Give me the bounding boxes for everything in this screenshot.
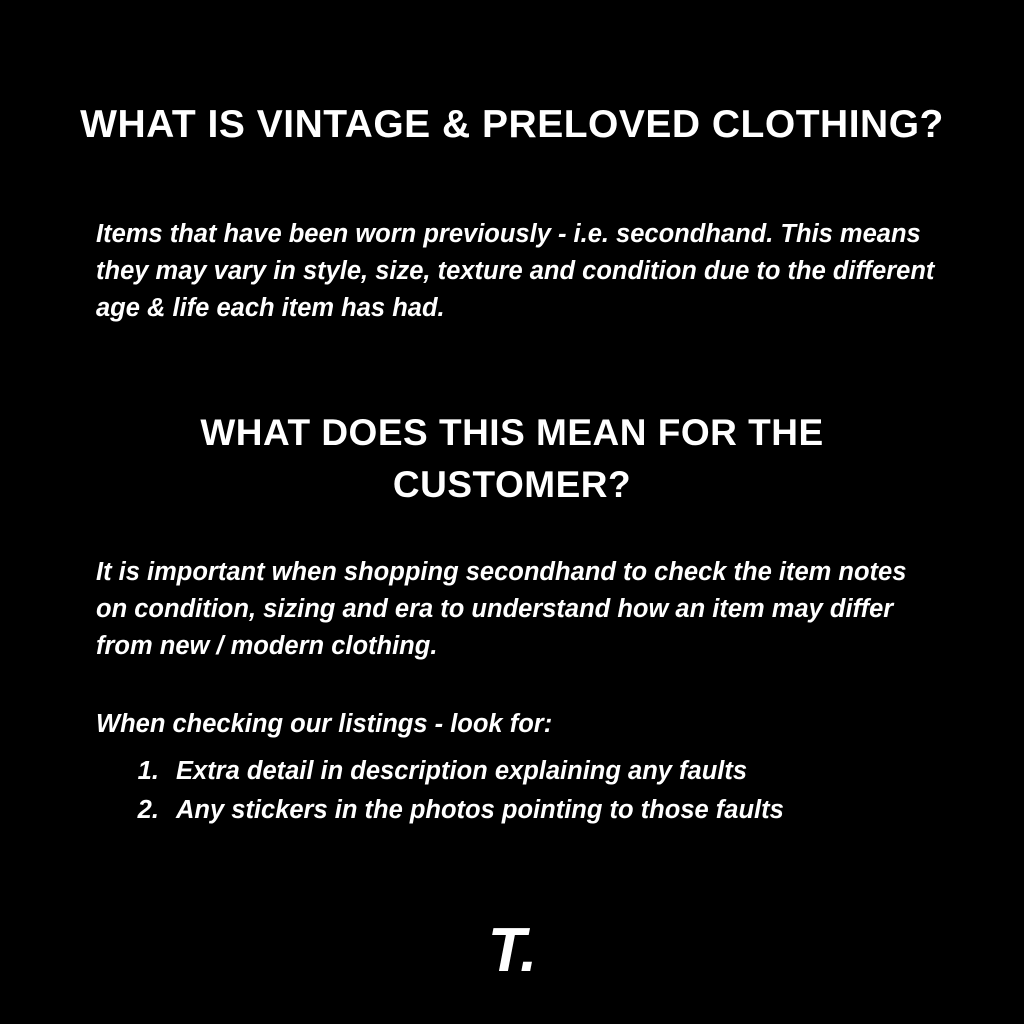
- brand-logo: T.: [487, 916, 537, 985]
- checklist: [120, 752, 986, 830]
- list-item: 2. Any stickers in the photos pointing to those faults: [166, 791, 986, 830]
- page-title: WHAT IS VINTAGE & PRELOVED CLOTHING?: [80, 103, 944, 147]
- section-heading-customer: WHAT DOES THIS MEAN FOR THE CUSTOMER?: [200, 411, 824, 505]
- customer-meaning-paragraph: It is important when shopping secondhand to check the item notes on condition, sizing and era to understand how an item may differ from new / modern clothing.: [96, 557, 907, 660]
- intro-paragraph: Items that have been worn previously - i.e. secondhand. This means they may vary in style, size, texture and condition due to the different age & life each item has had.: [96, 219, 935, 322]
- list-item: 1. Extra detail in description explaining any faults: [166, 752, 986, 791]
- listings-prompt: When checking our listings - look for:: [96, 709, 553, 738]
